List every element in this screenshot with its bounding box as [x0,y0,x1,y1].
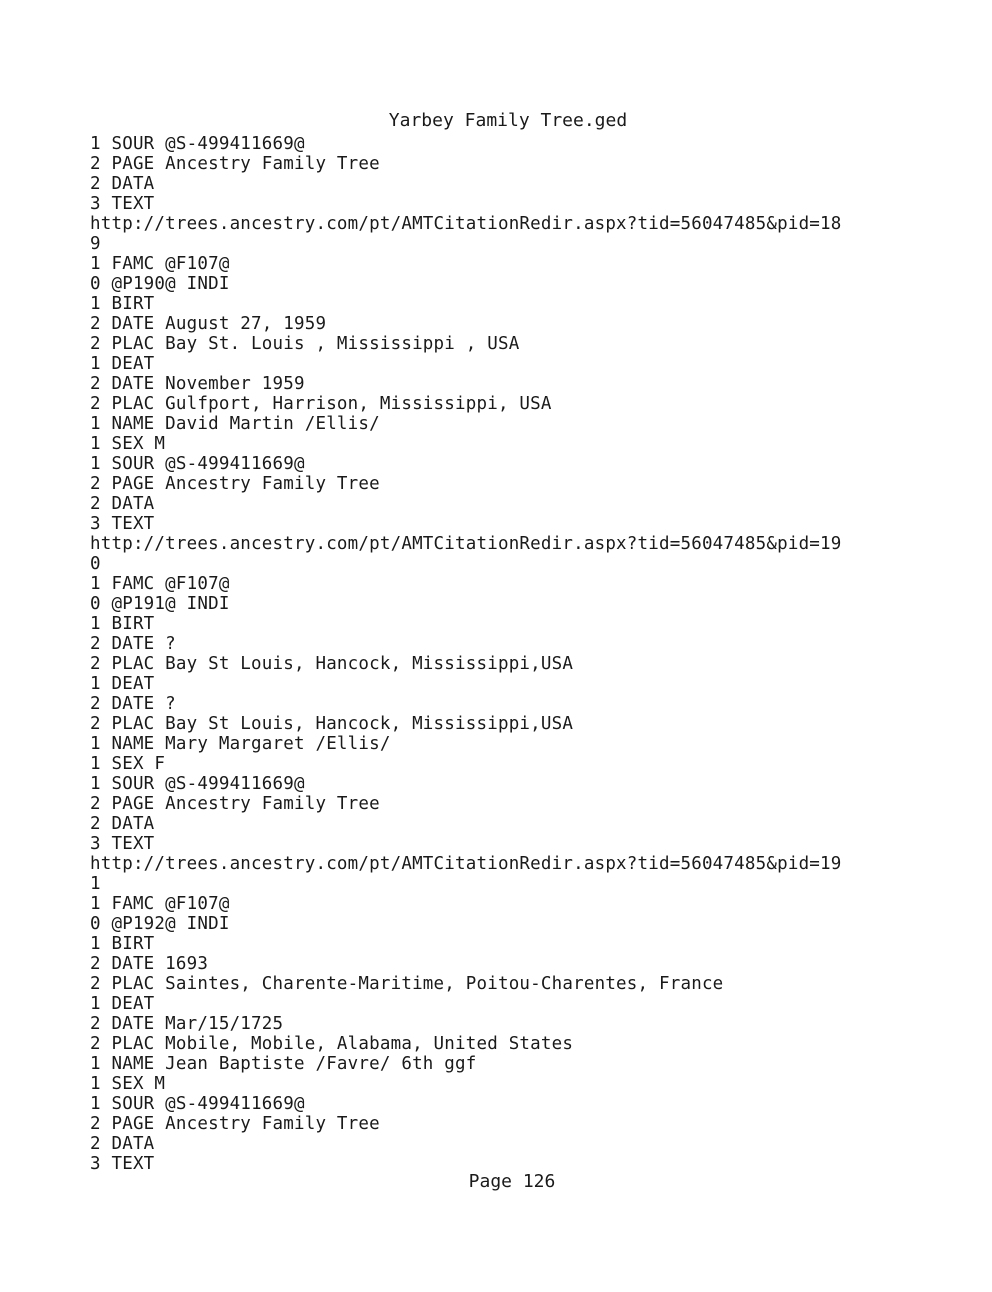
gedcom-line: 2 DATE 1693 [90,954,209,974]
gedcom-line: http://trees.ancestry.com/pt/AMTCitationRedir.aspx?tid=56047485&pid=19 [90,854,842,874]
gedcom-line: 2 PLAC Saintes, Charente-Maritime, Poitou-Charentes, France [90,974,724,994]
gedcom-line: 2 DATA [90,494,155,514]
gedcom-line: 1 BIRT [90,934,155,954]
gedcom-line: 2 PAGE Ancestry Family Tree [90,474,380,494]
gedcom-line: 3 TEXT [90,1154,155,1174]
gedcom-line: 2 DATA [90,1134,155,1154]
gedcom-line: 1 BIRT [90,614,155,634]
gedcom-line: 2 PLAC Bay St. Louis , Mississippi , USA [90,334,520,354]
gedcom-line: 1 DEAT [90,994,155,1014]
gedcom-line: 2 PAGE Ancestry Family Tree [90,1114,380,1134]
gedcom-line: 0 @P191@ INDI [90,594,230,614]
gedcom-line: 1 SOUR @S-499411669@ [90,1094,305,1114]
gedcom-line: http://trees.ancestry.com/pt/AMTCitationRedir.aspx?tid=56047485&pid=18 [90,214,842,234]
gedcom-line: 1 SEX F [90,754,166,774]
gedcom-line: 1 FAMC @F107@ [90,574,230,594]
gedcom-line: 1 NAME Jean Baptiste /Favre/ 6th ggf [90,1054,477,1074]
gedcom-line: 1 DEAT [90,354,155,374]
gedcom-line: 1 BIRT [90,294,155,314]
gedcom-line: 1 [90,874,101,894]
gedcom-line: 1 FAMC @F107@ [90,254,230,274]
gedcom-line: 2 DATE Mar/15/1725 [90,1014,284,1034]
gedcom-line: 2 DATA [90,814,155,834]
gedcom-line: 2 DATE ? [90,634,176,654]
gedcom-line: 2 DATE ? [90,694,176,714]
gedcom-line: 1 FAMC @F107@ [90,894,230,914]
gedcom-line: 2 DATE November 1959 [90,374,305,394]
gedcom-line: 1 NAME David Martin /Ellis/ [90,414,380,434]
gedcom-line: 2 PAGE Ancestry Family Tree [90,794,380,814]
gedcom-line: 9 [90,234,101,254]
gedcom-line: 2 PLAC Gulfport, Harrison, Mississippi, USA [90,394,552,414]
gedcom-line: 3 TEXT [90,194,155,214]
gedcom-line: 2 DATE August 27, 1959 [90,314,327,334]
gedcom-line: 1 SOUR @S-499411669@ [90,454,305,474]
gedcom-line: 1 DEAT [90,674,155,694]
gedcom-record-list [90,134,970,1174]
gedcom-line: 2 PAGE Ancestry Family Tree [90,154,380,174]
gedcom-line: 1 NAME Mary Margaret /Ellis/ [90,734,391,754]
gedcom-line: 1 SEX M [90,434,166,454]
gedcom-line: 1 SOUR @S-499411669@ [90,134,305,154]
gedcom-line: 0 @P190@ INDI [90,274,230,294]
gedcom-line: 1 SOUR @S-499411669@ [90,774,305,794]
gedcom-line: 2 PLAC Bay St Louis, Hancock, Mississippi,USA [90,654,574,674]
gedcom-line: 2 DATA [90,174,155,194]
gedcom-line: 1 SEX M [90,1074,166,1094]
document-title: Yarbey Family Tree.ged [388,110,628,131]
gedcom-line: 0 @P192@ INDI [90,914,230,934]
gedcom-line: http://trees.ancestry.com/pt/AMTCitationRedir.aspx?tid=56047485&pid=19 [90,534,842,554]
gedcom-line: 2 PLAC Bay St Louis, Hancock, Mississippi,USA [90,714,574,734]
gedcom-line: 0 [90,554,101,574]
page-number: Page 126 [468,1171,556,1192]
gedcom-line: 3 TEXT [90,514,155,534]
gedcom-line: 3 TEXT [90,834,155,854]
gedcom-line: 2 PLAC Mobile, Mobile, Alabama, United States [90,1034,574,1054]
